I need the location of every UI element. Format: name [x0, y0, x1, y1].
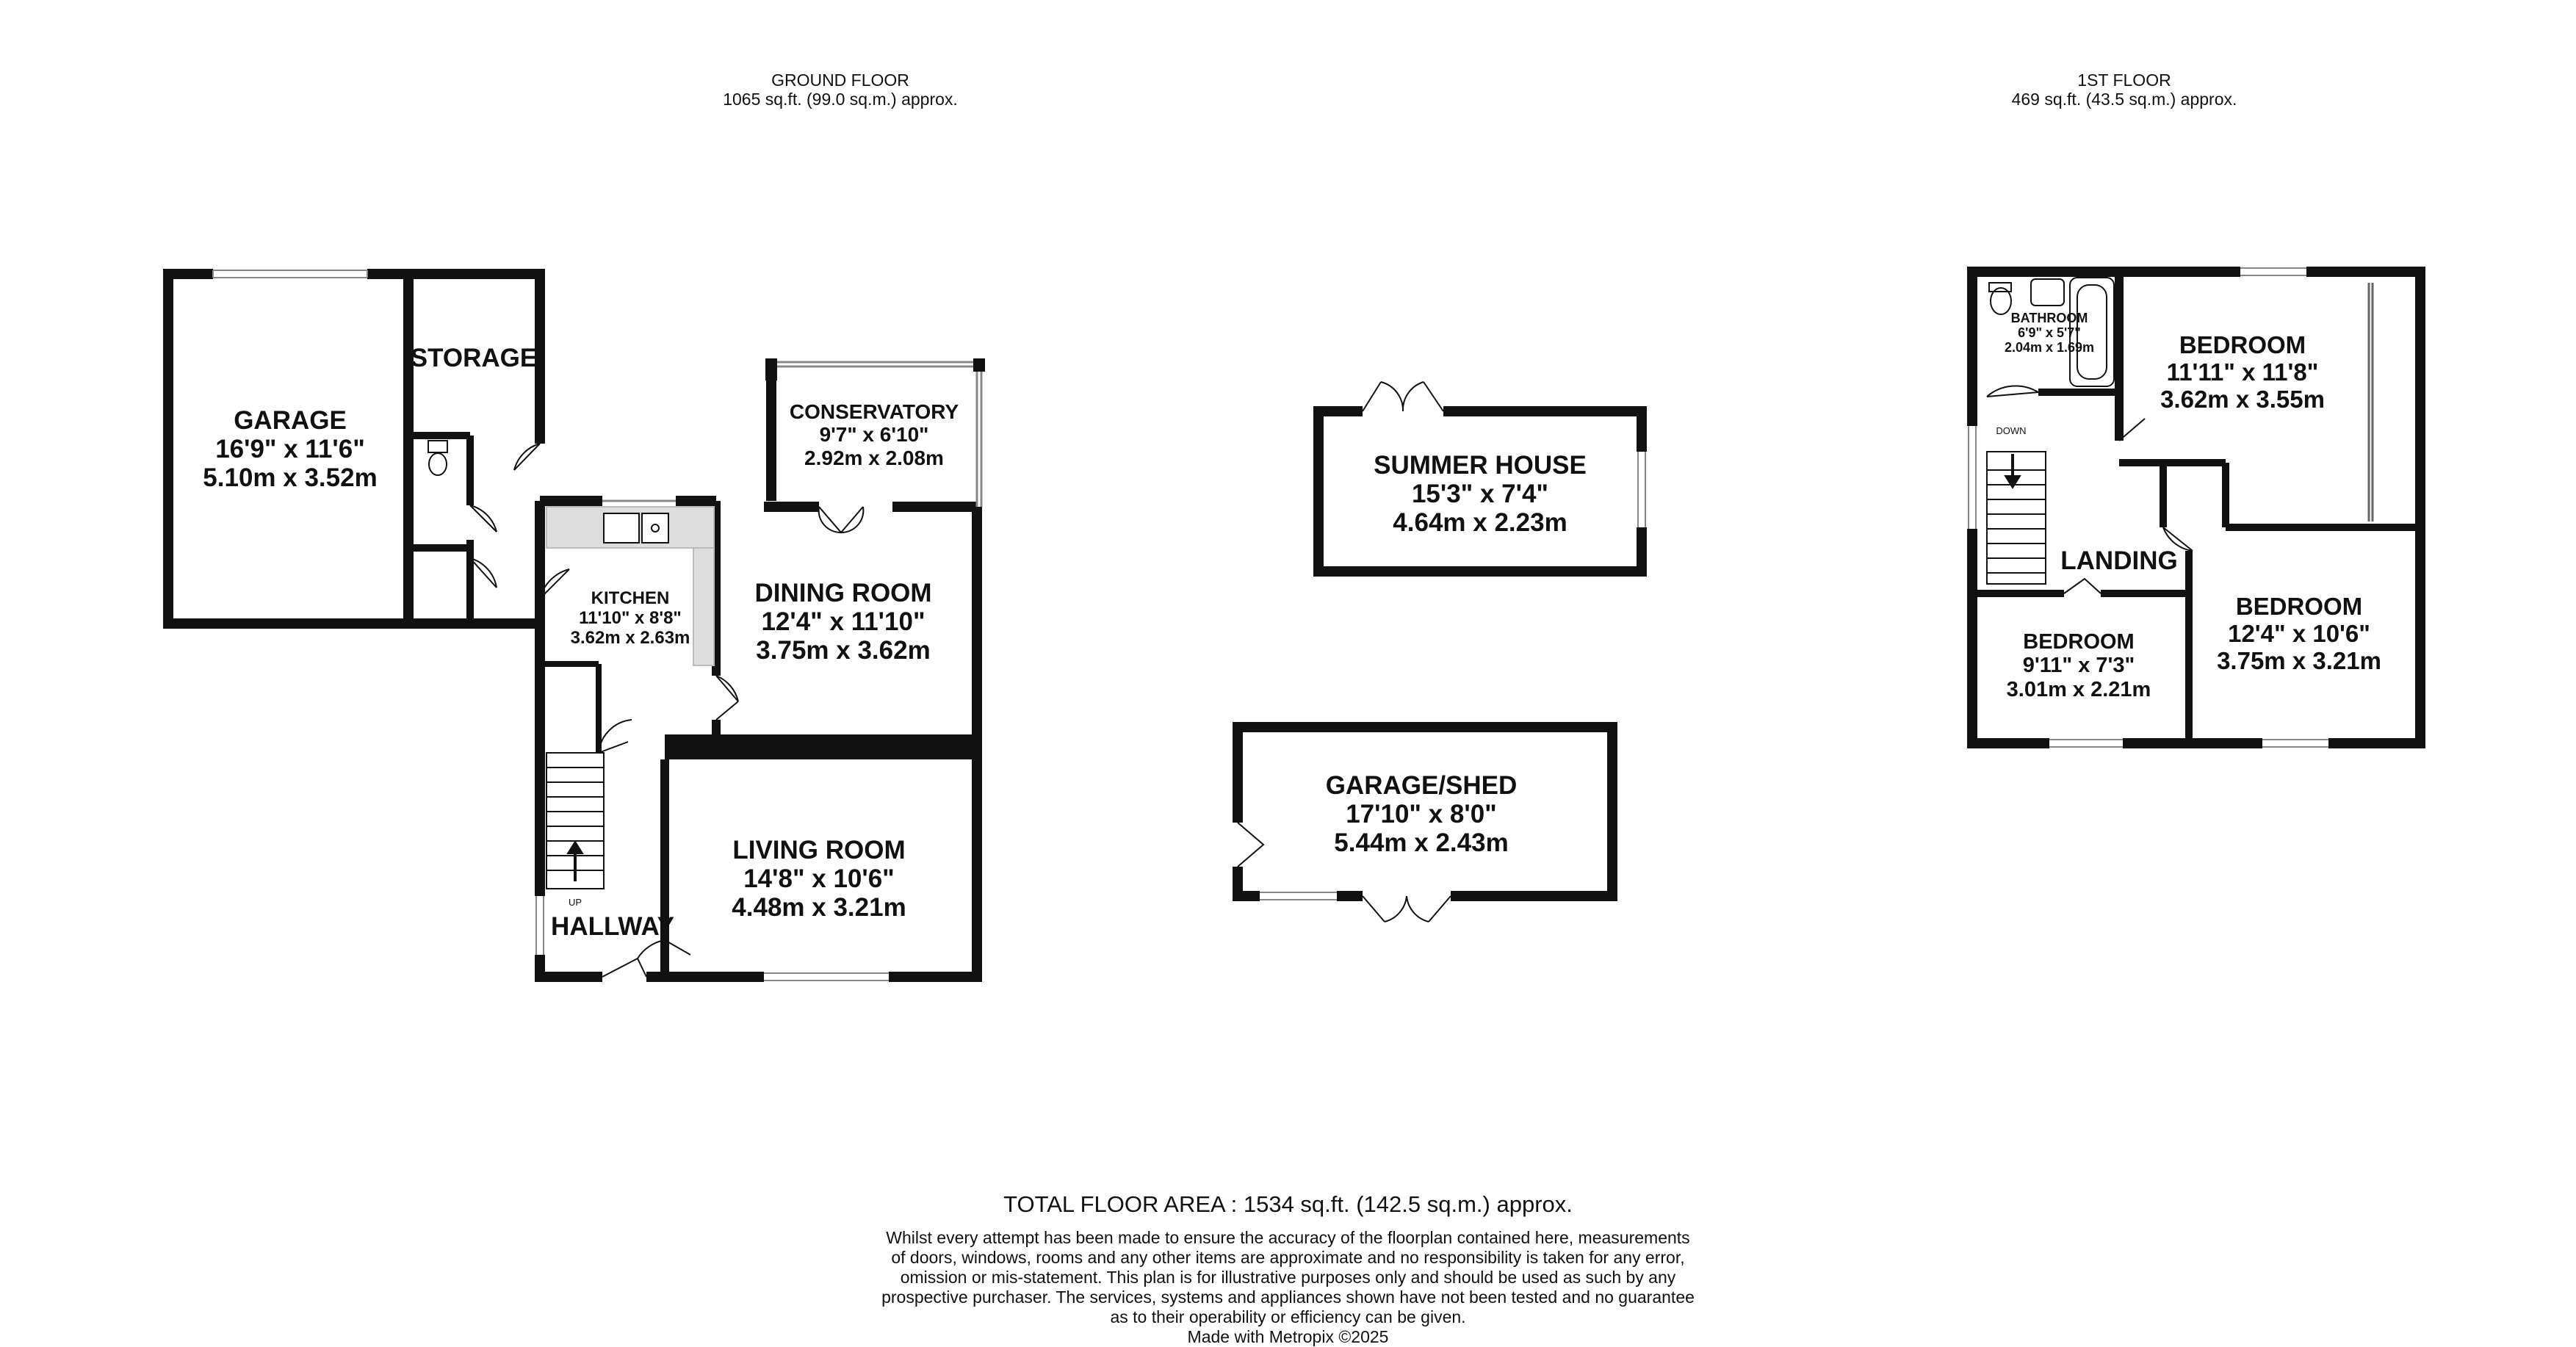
- room-name: BEDROOM: [2235, 593, 2363, 620]
- credit: Made with Metropix ©2025: [1187, 1327, 1389, 1346]
- disclaimer: [0, 1228, 2576, 1347]
- room-label-living-room: [732, 836, 906, 922]
- room-name: BEDROOM: [2023, 630, 2135, 654]
- wc-toilet-icon: [428, 441, 447, 475]
- disclaimer-line: Whilst every attempt has been made to ensure the accuracy of the floorplan contained here, measurements: [886, 1228, 1690, 1247]
- room-dim-metric: 2.92m x 2.08m: [804, 446, 944, 469]
- first-floor-name: 1ST FLOOR: [2077, 71, 2171, 90]
- room-label-garage: [203, 406, 377, 493]
- room-dim-imperial: 11'11" x 11'8": [2166, 358, 2319, 386]
- room-name: GARAGE/SHED: [1325, 771, 1518, 800]
- room-label-kitchen: [571, 589, 690, 649]
- room-name: GARAGE: [234, 406, 347, 435]
- ground-floor-title: [723, 71, 958, 109]
- room-dim-metric: 4.64m x 2.23m: [1393, 508, 1567, 538]
- ground-floor-name: GROUND FLOOR: [771, 71, 909, 90]
- room-label-summer-house: [1374, 451, 1587, 538]
- room-dim-imperial: 14'8" x 10'6": [743, 864, 895, 894]
- room-dim-imperial: 12'4" x 10'6": [2228, 619, 2370, 647]
- room-label-conservatory: [790, 400, 959, 469]
- room-dim-imperial: 6'9" x 5'7": [2018, 325, 2081, 341]
- room-name: DINING ROOM: [754, 579, 932, 607]
- room-name: KITCHEN: [591, 588, 670, 608]
- first-floor-area: 469 sq.ft. (43.5 sq.m.) approx.: [2011, 90, 2237, 109]
- room-dim-imperial: 9'7" x 6'10": [819, 423, 929, 447]
- room-name: CONSERVATORY: [789, 400, 959, 423]
- room-name: BEDROOM: [2179, 331, 2306, 358]
- room-dim-imperial: 12'4" x 11'10": [761, 607, 926, 637]
- ground-floor-area: 1065 sq.ft. (99.0 sq.m.) approx.: [723, 90, 958, 109]
- hallway-stairs: [546, 753, 604, 889]
- room-name: HALLWAY: [551, 912, 674, 941]
- room-name: LIVING ROOM: [732, 836, 906, 864]
- room-dim-metric: 5.44m x 2.43m: [1334, 828, 1509, 858]
- room-label-bathroom: [2005, 311, 2094, 355]
- room-dim-imperial: 17'10" x 8'0": [1346, 800, 1497, 829]
- room-dim-imperial: 16'9" x 11'6": [215, 435, 365, 464]
- room-label-hallway: [551, 912, 674, 941]
- room-dim-metric: 3.62m x 2.63m: [570, 627, 690, 648]
- room-label-garage-shed: [1326, 771, 1518, 858]
- stairs-down-label: DOWN: [1996, 425, 2027, 436]
- room-label-bedroom-2: [2217, 593, 2381, 675]
- stairs-up-label: UP: [568, 897, 582, 908]
- room-name: BATHROOM: [2010, 311, 2088, 325]
- room-name: STORAGE: [410, 344, 538, 372]
- room-dim-metric: 2.04m x 1.69m: [2004, 340, 2095, 355]
- room-dim-imperial: 11'10" x 8'8": [579, 607, 682, 628]
- room-dim-metric: 3.01m x 2.21m: [2006, 677, 2151, 701]
- room-label-dining-room: [754, 579, 931, 665]
- room-dim-metric: 4.48m x 3.21m: [732, 893, 906, 922]
- room-dim-imperial: 15'3" x 7'4": [1411, 480, 1549, 509]
- first-floor-stairs: [1987, 452, 2046, 584]
- disclaimer-line: prospective purchaser. The services, systems and appliances shown have not been tested and no guarantee: [881, 1288, 1695, 1307]
- room-label-bedroom-3: [2007, 630, 2151, 701]
- room-dim-metric: 3.75m x 3.62m: [756, 636, 931, 665]
- room-label-landing: [2060, 546, 2177, 575]
- room-dim-imperial: 9'11" x 7'3": [2022, 654, 2135, 678]
- disclaimer-line: as to their operability or efficiency can be given.: [1110, 1307, 1466, 1326]
- total-floor-area: TOTAL FLOOR AREA : 1534 sq.ft. (142.5 sq.m.) approx.: [1003, 1191, 1573, 1217]
- room-name: LANDING: [2060, 546, 2178, 575]
- room-dim-metric: 3.75m x 3.21m: [2217, 646, 2381, 674]
- room-label-bedroom-1: [2160, 332, 2325, 414]
- disclaimer-line: of doors, windows, rooms and any other items are approximate and no responsibility is taken for any error,: [891, 1248, 1685, 1267]
- room-dim-metric: 3.62m x 3.55m: [2160, 385, 2325, 413]
- room-dim-metric: 5.10m x 3.52m: [203, 463, 378, 493]
- room-label-storage: [411, 344, 537, 372]
- first-floor-title: [2012, 71, 2237, 109]
- room-name: SUMMER HOUSE: [1374, 451, 1587, 480]
- disclaimer-line: omission or mis-statement. This plan is for illustrative purposes only and should be used as such by any: [900, 1268, 1676, 1287]
